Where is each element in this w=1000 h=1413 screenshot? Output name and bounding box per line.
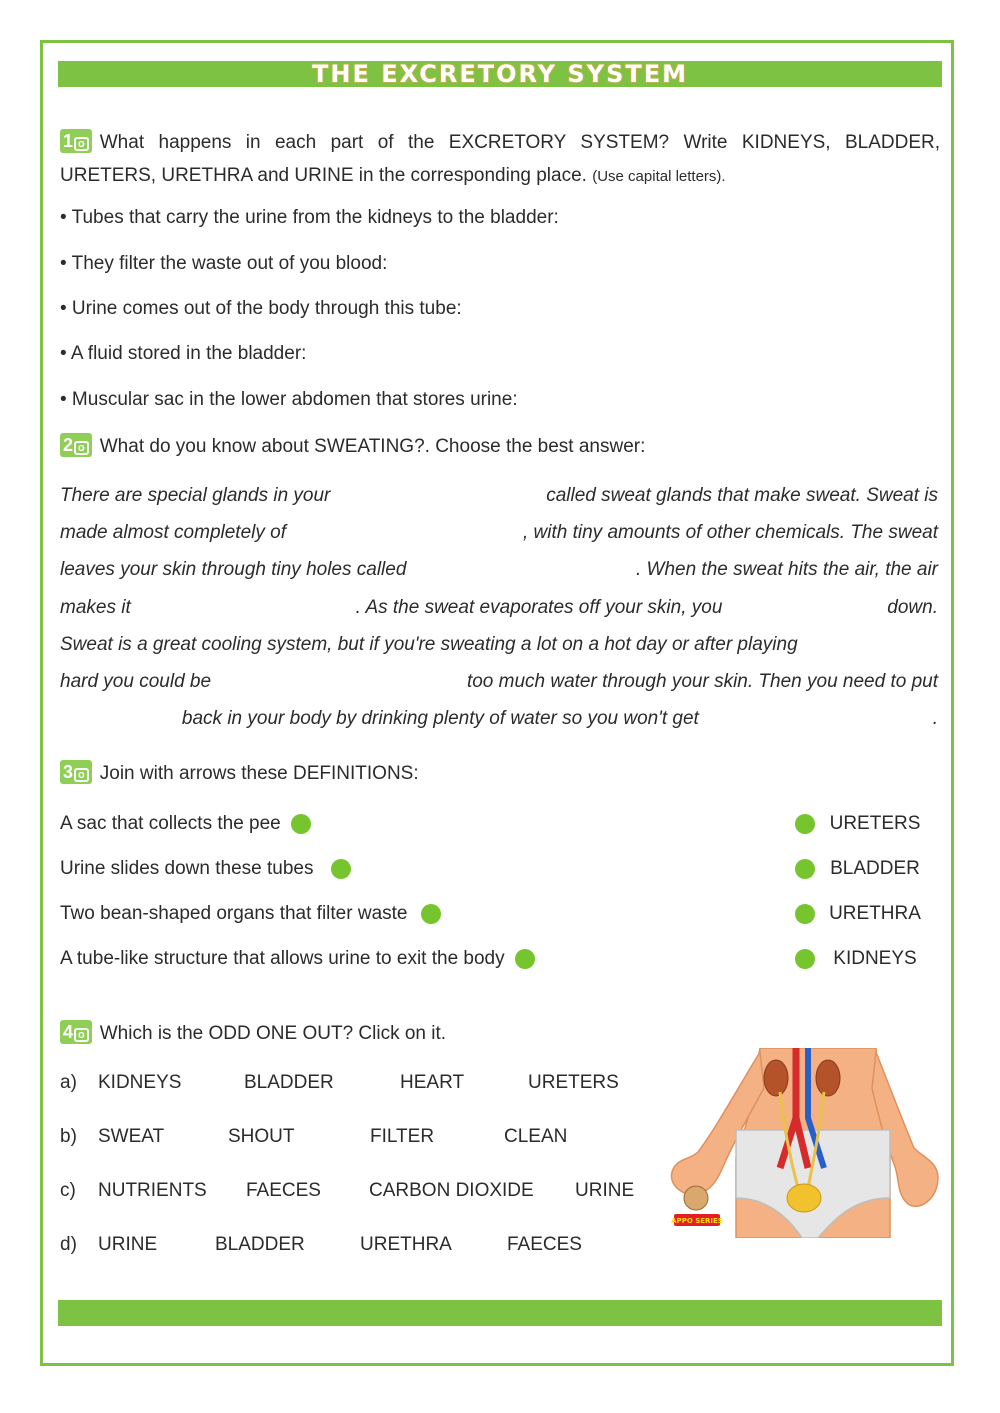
q1-item: • Muscular sac in the lower abdomen that stores urine:	[60, 389, 518, 410]
term-row	[795, 813, 935, 835]
definition-connector-dot[interactable]	[291, 814, 311, 834]
title-banner	[58, 61, 942, 87]
odd-option[interactable]: URINE	[575, 1180, 635, 1201]
odd-option[interactable]: BLADDER	[244, 1072, 334, 1093]
definition-connector-dot[interactable]	[515, 949, 535, 969]
row-label: b)	[60, 1126, 77, 1147]
page-title: THE EXCRETORY SYSTEM	[311, 60, 688, 88]
odd-option[interactable]: SHOUT	[228, 1126, 295, 1147]
q1-item: • Tubes that carry the urine from the kidneys to the bladder:	[60, 207, 559, 228]
q4-number-badge: 4 o	[60, 1020, 92, 1044]
footer-banner	[58, 1300, 942, 1326]
odd-option[interactable]: URINE	[98, 1234, 158, 1255]
blank-dropdown[interactable]	[388, 477, 488, 514]
q1-item: • Urine comes out of the body through this tube:	[60, 298, 462, 319]
blank-dropdown[interactable]	[461, 551, 581, 588]
odd-option[interactable]: KIDNEYS	[98, 1072, 182, 1093]
q1-note: (Use capital letters).	[592, 168, 726, 185]
definition-connector-dot[interactable]	[421, 904, 441, 924]
q4-instruction: 4 o Which is the ODD ONE OUT? Click on it.	[60, 1022, 446, 1046]
definition-text: Two bean-shaped organs that filter waste	[60, 903, 408, 924]
odd-option[interactable]: FAECES	[246, 1180, 321, 1201]
q1-number-badge: 1 o	[60, 129, 92, 153]
row-label: a)	[60, 1072, 77, 1093]
term-label: URETERS	[829, 813, 921, 834]
blank-dropdown[interactable]	[741, 700, 891, 737]
excretory-system-illustration	[668, 1048, 940, 1238]
definition-text: Urine slides down these tubes	[60, 858, 314, 879]
definition-row	[60, 858, 351, 880]
paragraph-line: Sweat is a great cooling system, but if you're sweating a lot on a hot day or after playing	[60, 633, 798, 655]
q2-instruction: 2 o What do you know about SWEATING?. Choose the best answer:	[60, 435, 645, 459]
term-label: BLADDER	[830, 858, 920, 879]
odd-option[interactable]: FILTER	[370, 1126, 435, 1147]
odd-option[interactable]: FAECES	[507, 1234, 582, 1255]
paragraph-line: leaves your skin through tiny holes called . When the sweat hits the air, the air	[60, 551, 938, 588]
q3-instruction: 3 o Join with arrows these DEFINITIONS:	[60, 762, 419, 786]
term-label: KIDNEYS	[833, 948, 917, 969]
paragraph-line: back in your body by drinking plenty of water so you won't get .	[60, 700, 938, 737]
definition-row	[60, 813, 311, 835]
term-row	[795, 948, 935, 970]
term-connector-dot[interactable]	[795, 859, 815, 879]
q1-item: • A fluid stored in the bladder:	[60, 343, 307, 364]
blank-dropdown[interactable]	[349, 514, 459, 551]
sweating-paragraph	[60, 477, 938, 737]
paragraph-line: hard you could be too much water through your skin. Then you need to put	[60, 663, 938, 700]
odd-option[interactable]: SWEAT	[98, 1126, 165, 1147]
logo-text: APPO SERIES	[671, 1217, 723, 1225]
paragraph-line: makes it . As the sweat evaporates off your skin, you down.	[60, 589, 938, 626]
blank-dropdown[interactable]	[289, 663, 389, 700]
term-connector-dot[interactable]	[795, 949, 815, 969]
blank-dropdown[interactable]	[60, 700, 140, 737]
term-row	[795, 858, 935, 880]
definition-connector-dot[interactable]	[331, 859, 351, 879]
term-label: URETHRA	[829, 903, 921, 924]
paragraph-line: made almost completely of , with tiny amounts of other chemicals. The sweat	[60, 514, 938, 551]
odd-option[interactable]: CLEAN	[504, 1126, 568, 1147]
row-label: c)	[60, 1180, 76, 1201]
q3-number-badge: 3 o	[60, 760, 92, 784]
row-label: d)	[60, 1234, 77, 1255]
odd-option[interactable]: BLADDER	[215, 1234, 305, 1255]
term-connector-dot[interactable]	[795, 814, 815, 834]
definition-text: A sac that collects the pee	[60, 813, 281, 834]
term-connector-dot[interactable]	[795, 904, 815, 924]
q2-number-badge: 2 o	[60, 433, 92, 457]
odd-option[interactable]: HEART	[400, 1072, 465, 1093]
odd-option[interactable]: URETHRA	[360, 1234, 452, 1255]
odd-option[interactable]: NUTRIENTS	[98, 1180, 207, 1201]
term-row	[795, 903, 935, 925]
definition-row	[60, 903, 441, 925]
q1-instruction: 1 o What happens in each part of the EXCRETORY SYSTEM? Write KIDNEYS, BLADDER, URETERS, URETHRA and URINE in the corresponding place. (Use capital letters).	[60, 130, 940, 186]
blank-dropdown[interactable]	[755, 589, 855, 626]
definition-row	[60, 948, 535, 970]
mascot-icon	[684, 1186, 708, 1210]
paragraph-line: There are special glands in your called sweat glands that make sweat. Sweat is	[60, 477, 938, 514]
blank-dropdown[interactable]	[163, 589, 323, 626]
definition-text: A tube-like structure that allows urine to exit the body	[60, 948, 505, 969]
odd-option[interactable]: URETERS	[528, 1072, 619, 1093]
odd-option[interactable]: CARBON DIOXIDE	[369, 1180, 534, 1201]
q1-item: • They filter the waste out of you blood:	[60, 253, 388, 274]
